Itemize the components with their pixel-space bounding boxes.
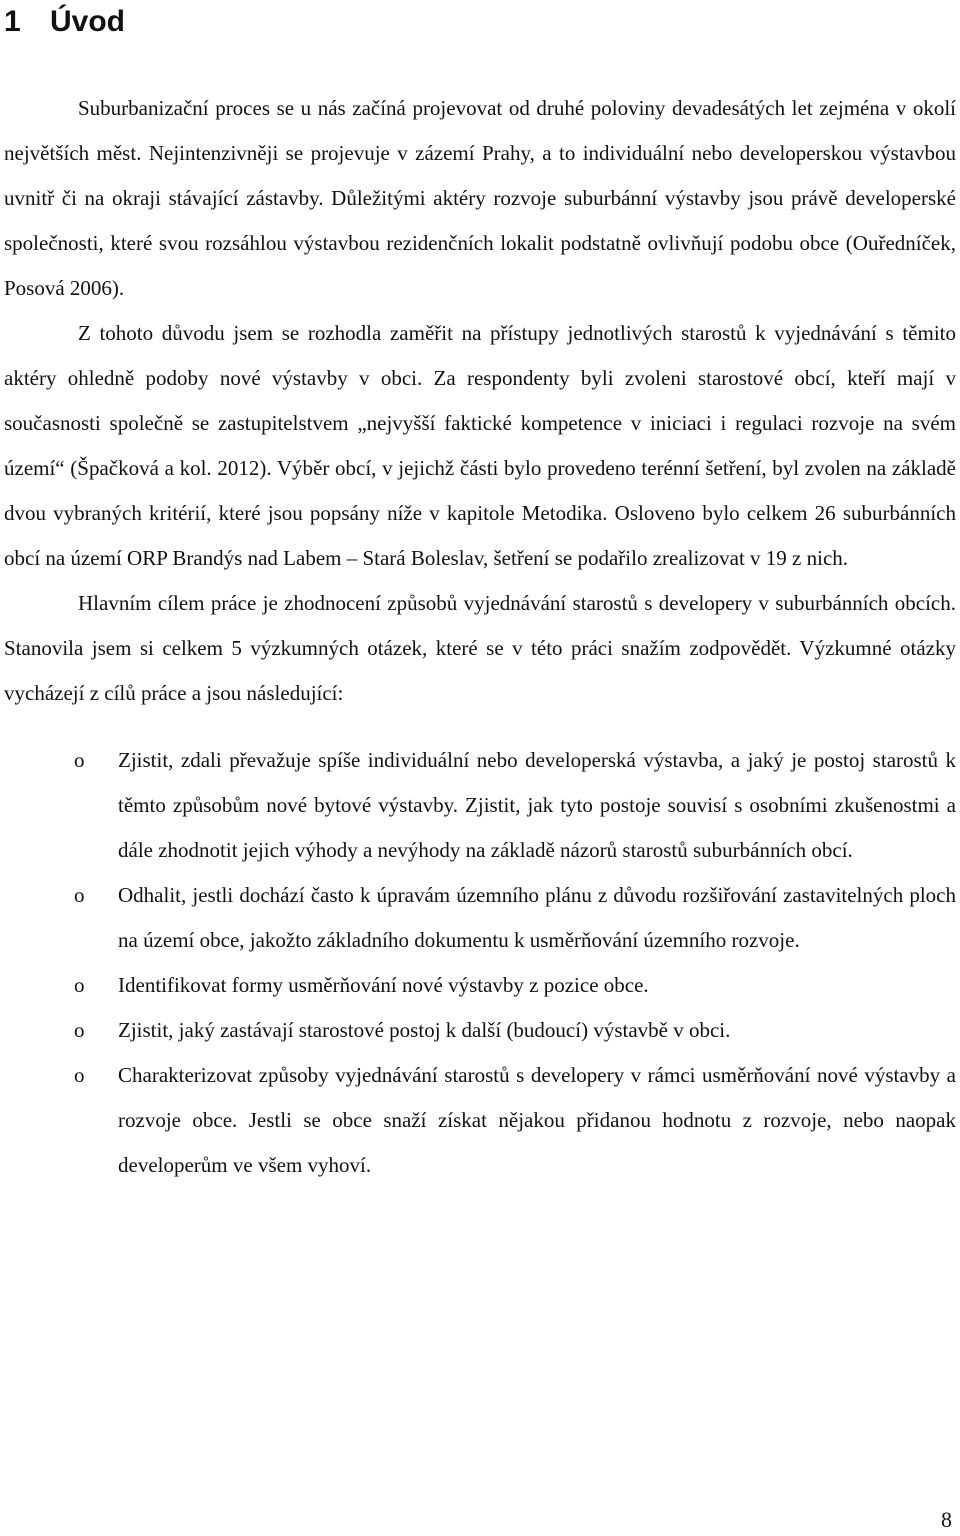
bullet-marker: o [74,973,85,997]
chapter-title: Úvod [50,5,125,38]
list-item [4,963,956,1008]
list-item-text: Charakterizovat způsoby vyjednávání starostů s developery v rámci usměrňování nové výstavby a rozvoje obce. Jestli se obce snaží získat nějakou přidanou hodnotu z rozvoje, nebo naopak developerům ve všem vyhoví. [118,1063,956,1177]
list-item [4,873,956,963]
paragraph: Hlavním cílem práce je zhodnocení způsobů vyjednávání starostů s developery v suburbánních obcích. Stanovila jsem si celkem 5 výzkumných otázek, které se v této práci snažím zodpovědět. Výzkumné otázky vycházejí z cílů práce a jsou následující: [4,591,956,705]
list-item [4,738,956,873]
bullet-marker: o [74,1018,85,1042]
list-item [4,1008,956,1053]
bullet-marker: o [74,883,85,907]
list-item [4,1053,956,1188]
research-questions-list [4,738,956,1188]
bullet-marker: o [74,1063,85,1087]
body-text [4,86,956,716]
bullet-marker: o [74,748,85,772]
list-item-text: Zjistit, zdali převažuje spíše individuální nebo developerská výstavba, a jaký je postoj starostů k těmto způsobům nové bytové výstavby. Zjistit, jak tyto postoje souvisí s osobními zkušenostmi a dále zhodnotit jejich výhody a nevýhody na základě názorů starostů suburbánních obcí. [118,748,956,862]
paragraph: Suburbanizační proces se u nás začíná projevovat od druhé poloviny devadesátých let zejména v okolí největších měst. Nejintenzivněji se projevuje v zázemí Prahy, a to individuální nebo developerskou výstavbou uvnitř či na okraji stávající zástavby. Důležitými aktéry rozvoje suburbánní výstavby jsou právě developerské společnosti, které svou rozsáhlou výstavbou rezidenčních lokalit podstatně ovlivňují podobu obce (Ouředníček, Posová 2006). [4,96,956,300]
page-number: 8 [941,1507,952,1532]
list-item-text: Zjistit, jaký zastávají starostové postoj k další (budoucí) výstavbě v obci. [118,1018,731,1042]
list-item-text: Odhalit, jestli dochází často k úpravám územního plánu z důvodu rozšiřování zastavitelných ploch na území obce, jakožto základního dokumentu k usměrňování územního rozvoje. [118,883,956,952]
list-item-text: Identifikovat formy usměrňování nové výstavby z pozice obce. [118,973,649,997]
paragraph: Z tohoto důvodu jsem se rozhodla zaměřit na přístupy jednotlivých starostů k vyjednávání s těmito aktéry ohledně podoby nové výstavby v obci. Za respondenty byli zvoleni starostové obcí, kteří mají v současnosti společně se zastupitelstvem „nejvyšší faktické kompetence v iniciaci i regulaci rozvoje na svém území“ (Špačková a kol. 2012). Výběr obcí, v jejichž části bylo provedeno terénní šetření, byl zvolen na základě dvou vybraných kritérií, které jsou popsány níže v kapitole Metodika. Osloveno bylo celkem 26 suburbánních obcí na území ORP Brandýs nad Labem – Stará Boleslav, šetření se podařilo zrealizovat v 19 z nich. [4,321,956,570]
chapter-heading [4,0,956,40]
chapter-number: 1 [4,5,21,38]
